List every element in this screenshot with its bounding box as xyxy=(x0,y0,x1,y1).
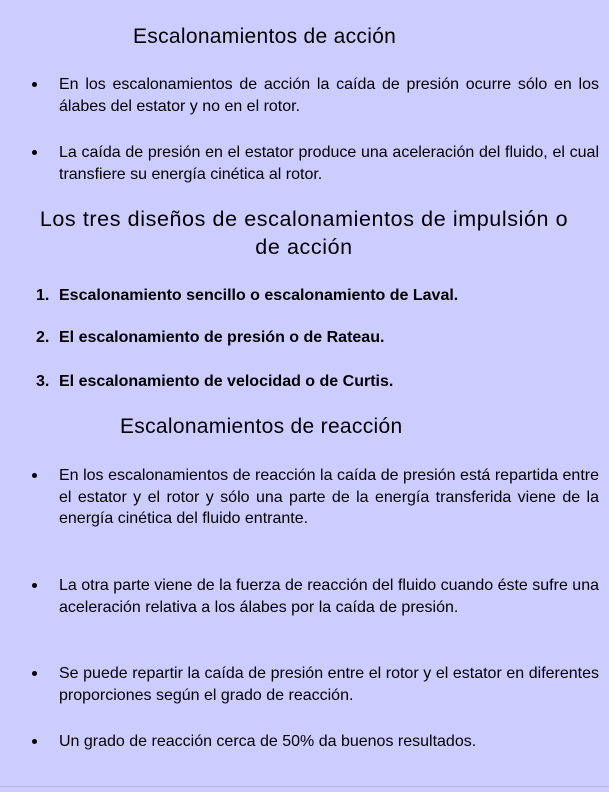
section-heading-action-stages: Escalonamientos de acción xyxy=(133,25,397,48)
bottom-divider xyxy=(0,786,609,787)
list-item xyxy=(30,575,599,618)
section-heading-reaction-stages: Escalonamientos de reacción xyxy=(120,415,403,438)
list-item xyxy=(30,731,599,753)
bullet-text: Se puede repartir la caída de presión entre el rotor y el estator en diferentes proporciones según el grado de reacción. xyxy=(59,665,599,704)
bullet-text: La caída de presión en el estator produce una aceleración del fluido, el cual transfiere su energía cinética al rotor. xyxy=(59,144,599,183)
bullet-text: Un grado de reacción cerca de 50% da buenos resultados. xyxy=(59,733,477,750)
bullet-text: En los escalonamientos de acción la caída de presión ocurre sólo en los álabes del estator y no en el rotor. xyxy=(59,76,599,115)
list-item xyxy=(30,142,599,185)
list-item xyxy=(30,74,599,117)
list-item xyxy=(30,327,599,349)
section-heading-three-designs: Los tres diseños de escalonamientos de impulsión o de acción xyxy=(39,207,569,259)
list-item xyxy=(30,663,599,706)
list-item xyxy=(30,465,599,530)
list-number: 3. xyxy=(36,373,50,390)
list-item xyxy=(30,371,599,393)
list-number: 2. xyxy=(36,329,50,346)
bullet-text: La otra parte viene de la fuerza de reacción del fluido cuando éste sufre una aceleración relativa a los álabes por la caída de presión. xyxy=(59,577,599,616)
list-number: 1. xyxy=(36,287,50,304)
list-item-text: Escalonamiento sencillo o escalonamiento de Laval. xyxy=(59,287,459,304)
list-item-text: El escalonamiento de velocidad o de Curtis. xyxy=(59,373,394,390)
bullet-text: En los escalonamientos de reacción la caída de presión está repartida entre el estator y el rotor y sólo una parte de la energía transferida viene de la energía cinética del fluido entrante. xyxy=(59,467,599,527)
list-item-text: El escalonamiento de presión o de Rateau. xyxy=(59,329,385,346)
list-item xyxy=(30,285,599,307)
